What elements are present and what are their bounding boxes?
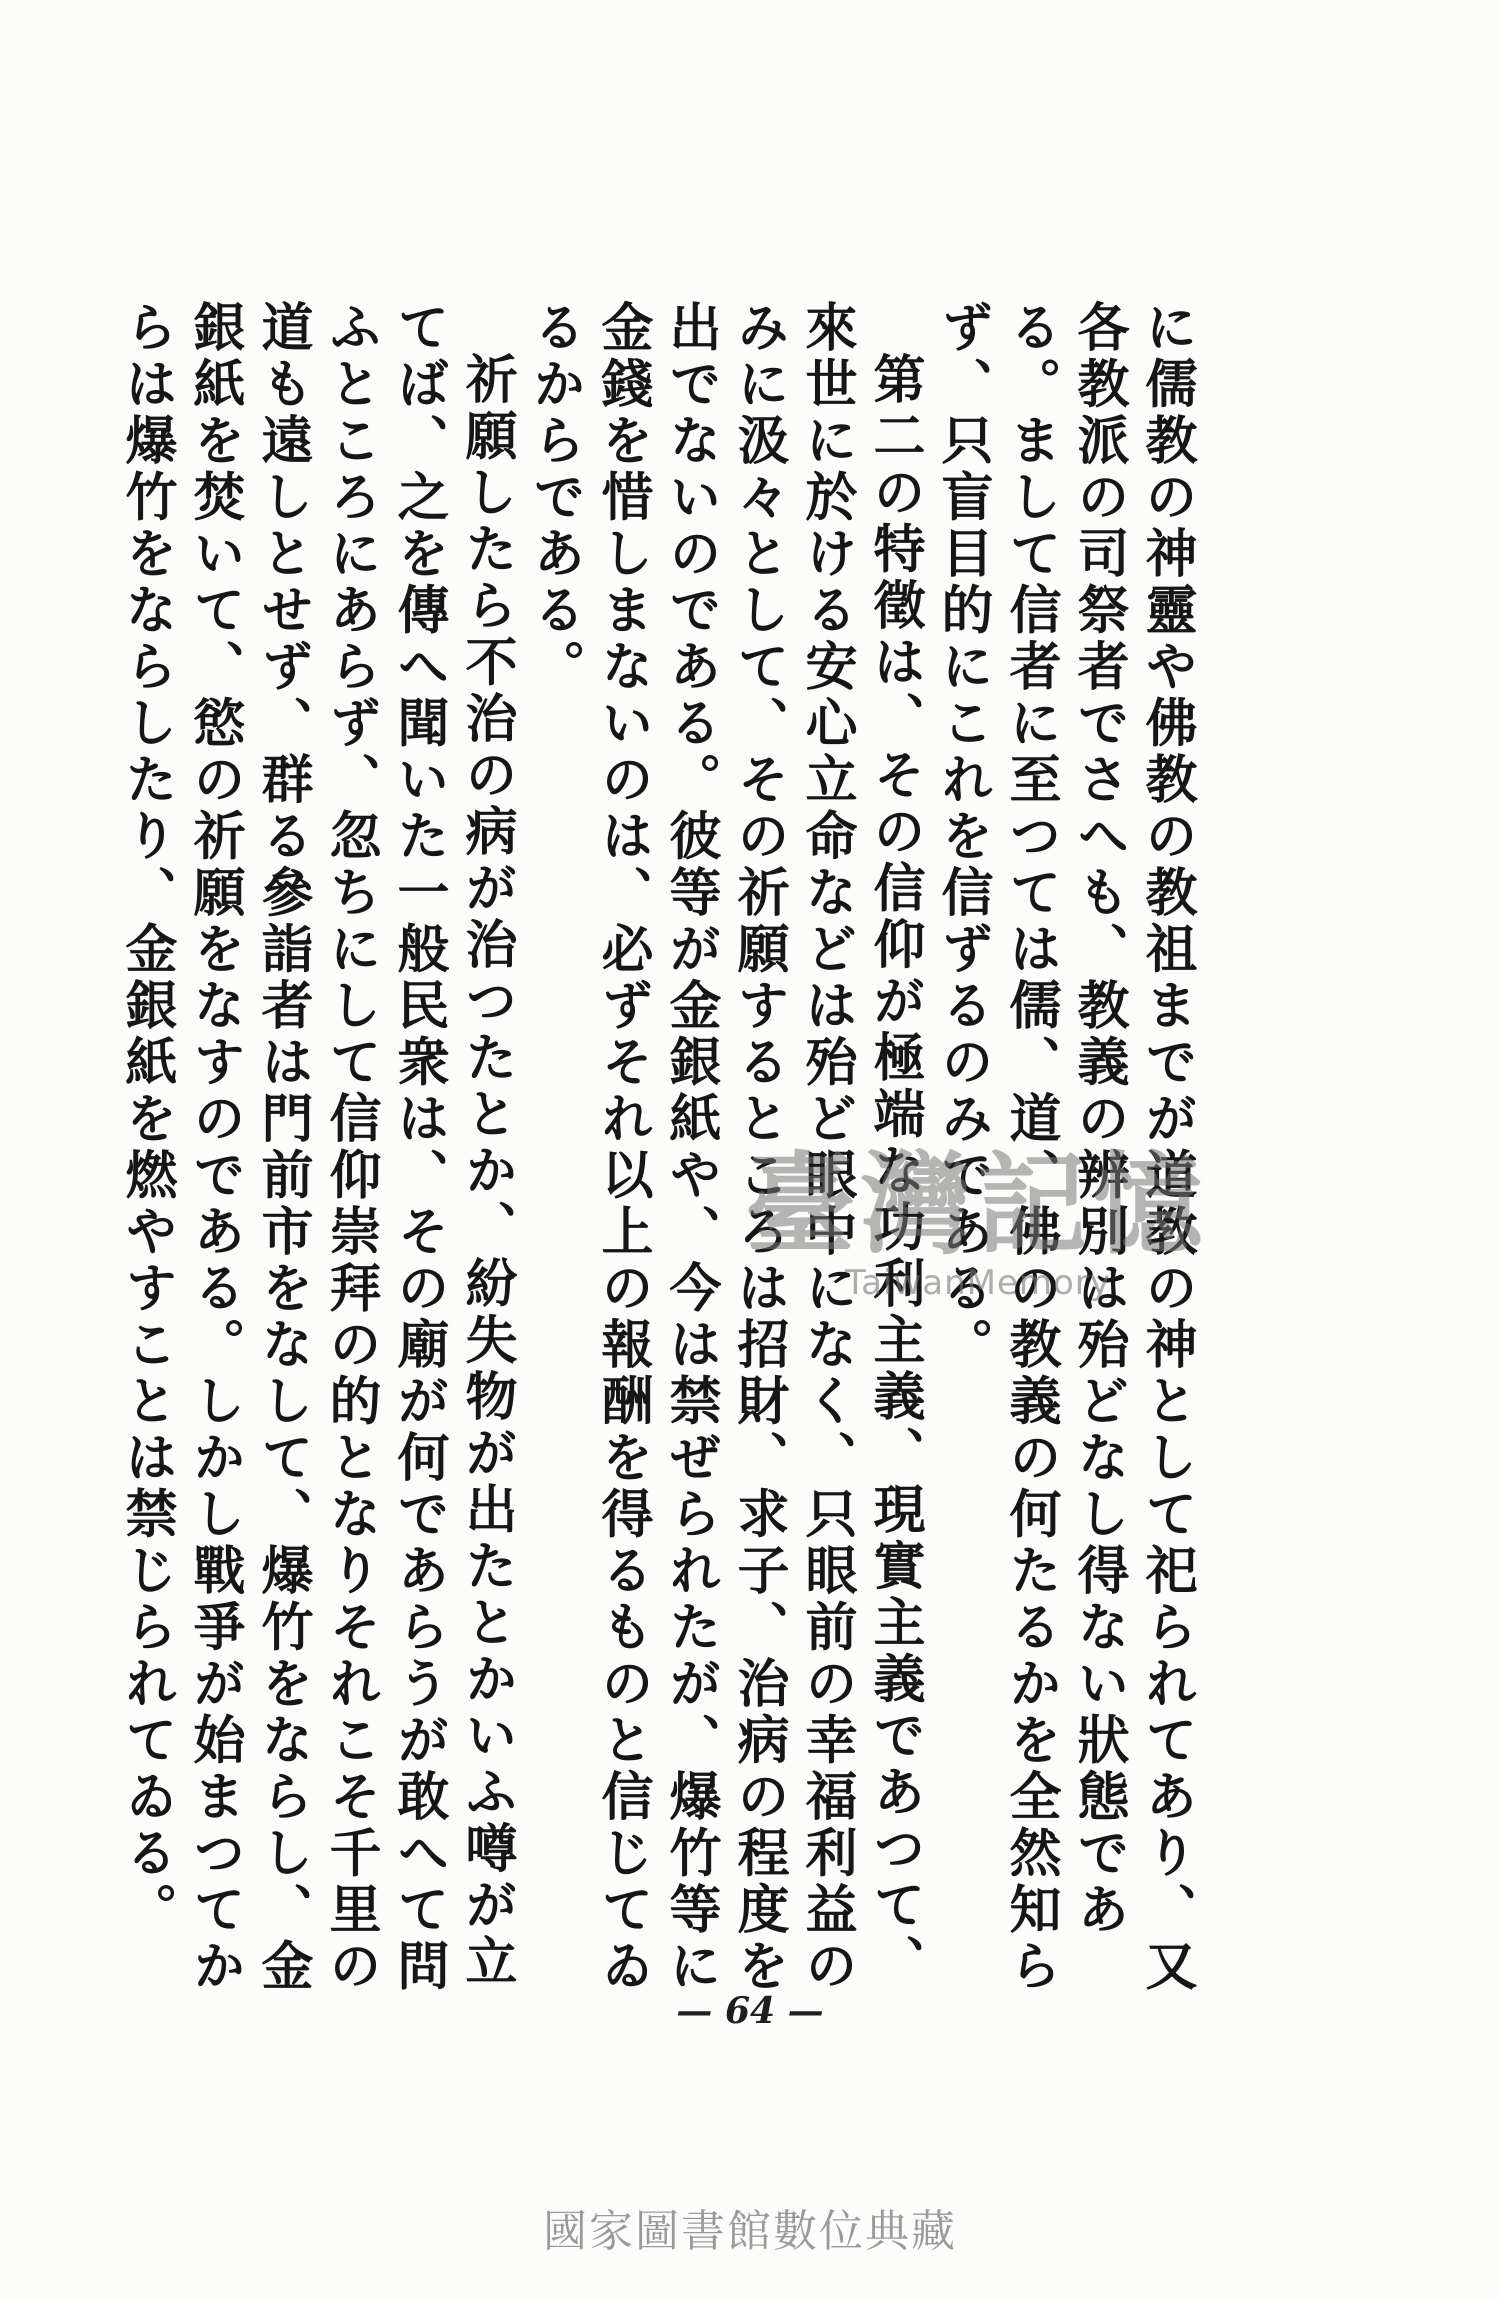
body-text (112, 300, 1200, 2000)
page-number: — 64 — (676, 1990, 824, 2032)
watermark-latin-text: TaiwanMemory (845, 1263, 1111, 1303)
library-credit: 國家圖書館數位典藏 (543, 2206, 957, 2257)
paragraph-2: 第二の特徵は、その信仰が極端な功利主義、現實主義であつて、來世に於ける安心立命などは殆ど眼中になく、只眼前の幸福利益のみに汲々として、その祈願するところは招財、求子、治病の程度を出でないのである。彼等が金銀紙や、今は禁ぜられたが、爆竹等に金錢を惜しまないのは、必ずそれ以上の報酬を得るものと信じてゐるからである。 (524, 300, 925, 1995)
paragraph-3: 祈願したら不治の病が治つたとか、紛失物が出たとかいふ噂が立てば、之を傳へ聞いた一般民衆は、その廟が何であらうが敢へて問ふところにあらず、忽ちにして信仰崇拜の的となりそれこそ千里の道も遠しとせず、群る參詣者は門前市をなして、爆竹をならし、金銀紙を焚いて、慾の祈願をなすのである。しかし戰爭が始まつてからは爆竹をならしたり、金銀紙を燃やすことは禁じられてゐる。 (116, 300, 517, 1995)
watermark-cjk-text: 臺灣記憶 (745, 1140, 1209, 1269)
paragraph-1: に儒教の神靈や佛教の教祖までが道教の神として祀られてあり、又各教派の司祭者でさへも、教義の辨別は殆どなし得ない狀態である。まして信者に至つては儒、道、佛の教義の何たるかを全然知らず、只盲目的にこれを信ずるのみである。 (932, 300, 1197, 1995)
